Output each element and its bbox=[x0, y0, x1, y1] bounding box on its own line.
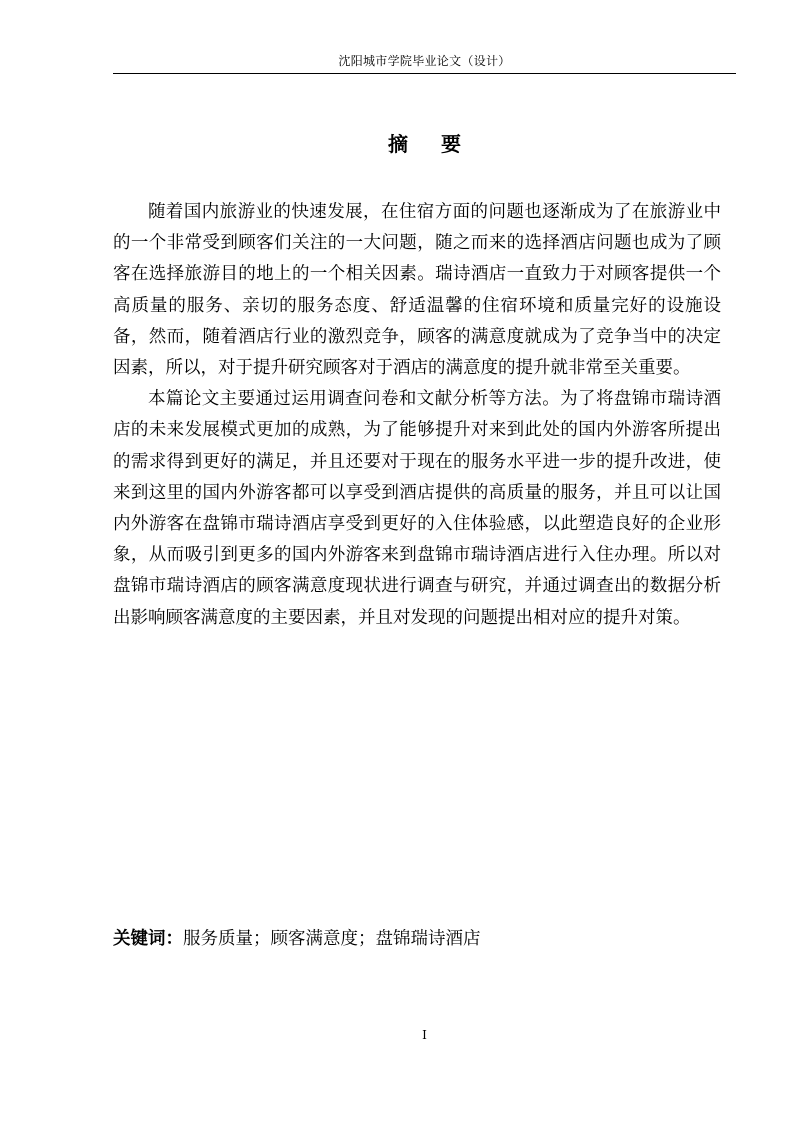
running-header bbox=[113, 52, 736, 70]
keywords-line bbox=[113, 924, 736, 954]
page-number: I bbox=[422, 1028, 427, 1042]
abstract-title-char-1: 摘 bbox=[388, 132, 408, 156]
running-header-text: 沈阳城市学院毕业论文（设计） bbox=[338, 54, 511, 68]
abstract-title bbox=[113, 129, 736, 159]
abstract-paragraph-1: 随着国内旅游业的快速发展，在住宿方面的问题也逐渐成为了在旅游业中的一个非常受到顾客们关注的一大问题，随之而来的选择酒店问题也成为了顾客在选择旅游目的地上的一个相关因素。瑞诗酒店一直致力于对顾客提供一个高质量的服务、亲切的服务态度、舒适温馨的住宿环境和质量完好的设施设备，然而，随着酒店行业的激烈竞争，顾客的满意度就成为了竞争当中的决定因素，所以，对于提升研究顾客对于酒店的满意度的提升就非常至关重要。 bbox=[113, 202, 721, 379]
abstract-body bbox=[113, 197, 721, 634]
abstract-paragraph-2: 本篇论文主要通过运用调查问卷和文献分析等方法。为了将盘锦市瑞诗酒店的未来发展模式更加的成熟，为了能够提升对来到此处的国内外游客所提出的需求得到更好的满足，并且还要对于现在的服务水平进一步的提升改进，使来到这里的国内外游客都可以享受到酒店提供的高质量的服务，并且可以让国内外游客在盘锦市瑞诗酒店享受到更好的入住体验感，以此塑造良好的企业形象，从而吸引到更多的国内外游客来到盘锦市瑞诗酒店进行入住办理。所以对盘锦市瑞诗酒店的顾客满意度现状进行调查与研究，并通过调查出的数据分析出影响顾客满意度的主要因素，并且对发现的问题提出相对应的提升对策。 bbox=[113, 389, 721, 628]
header-divider bbox=[113, 73, 736, 74]
abstract-title-char-2: 要 bbox=[441, 132, 461, 156]
keywords-value: 服务质量；顾客满意度；盘锦瑞诗酒店 bbox=[183, 929, 481, 949]
keywords-label: 关键词： bbox=[113, 929, 183, 949]
